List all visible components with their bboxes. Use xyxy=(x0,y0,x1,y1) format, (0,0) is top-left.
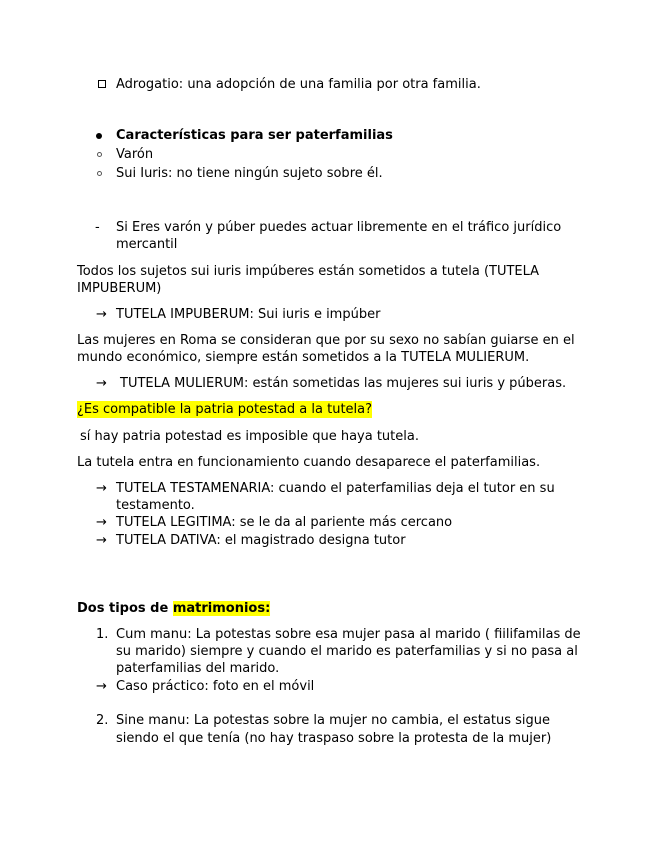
impuberes-para-line1: Todos los sujetos sui iuris impúberes están sometidos a tutela (TUTELA xyxy=(77,264,540,279)
cum-manu-line1: Cum manu: La potestas sobre esa mujer pasa al marido ( fiilifamilas de xyxy=(116,627,581,642)
sub-bullet-icon xyxy=(97,171,102,176)
matrimonios-heading-highlight: matrimonios: xyxy=(172,601,271,616)
arrow-bullet-icon: → xyxy=(96,307,107,322)
checkbox-bullet-icon xyxy=(98,80,106,88)
mujeres-para-line2: mundo económico, siempre están sometidos a la TUTELA MULIERUM. xyxy=(77,350,530,365)
paterfamilias-heading: Características para ser paterfamilias xyxy=(116,128,393,143)
tutela-legitima-item: TUTELA LEGITIMA: se le da al pariente más cercano xyxy=(116,515,453,530)
matrimonios-heading-plain: Dos tipos de xyxy=(77,601,169,616)
cum-manu-line3: paterfamilias del marido. xyxy=(116,661,280,676)
number-marker-2: 2. xyxy=(96,713,109,728)
impuberes-para-line2: IMPUBERUM) xyxy=(77,281,162,296)
sub-bullet-icon xyxy=(97,152,102,157)
arrow-bullet-icon: → xyxy=(96,481,107,496)
tutela-testamenaria-line1: TUTELA TESTAMENARIA: cuando el paterfamilias deja el tutor en su xyxy=(116,481,555,496)
arrow-bullet-icon: → xyxy=(96,376,107,391)
tutela-testamenaria-line2: testamento. xyxy=(116,498,195,513)
list-item-sui-iuris: Sui Iuris: no tiene ningún sujeto sobre él. xyxy=(116,166,383,181)
tutela-dativa-item: TUTELA DATIVA: el magistrado designa tutor xyxy=(116,533,406,548)
bullet-dot-icon xyxy=(96,133,102,139)
adrogatio-text: Adrogatio: una adopción de una familia por otra familia. xyxy=(116,77,481,92)
dash-bullet: - xyxy=(95,220,100,235)
varon-puber-line1: Si Eres varón y púber puedes actuar libremente en el tráfico jurídico xyxy=(116,220,562,235)
arrow-bullet-icon: → xyxy=(96,679,107,694)
question-highlighted: ¿Es compatible la patria potestad a la tutela? xyxy=(77,402,373,417)
tutela-impuberum-item: TUTELA IMPUBERUM: Sui iuris e impúber xyxy=(116,307,381,322)
sine-manu-line1: Sine manu: La potestas sobre la mujer no cambia, el estatus sigue xyxy=(116,713,550,728)
sine-manu-line2: siendo el que tenía (no hay traspaso sobre la protesta de la mujer) xyxy=(116,731,552,746)
tutela-mulierum-item: TUTELA MULIERUM: están sometidas las mujeres sui iuris y púberas. xyxy=(120,376,567,391)
arrow-bullet-icon: → xyxy=(96,533,107,548)
caso-practico-item: Caso práctico: foto en el móvil xyxy=(116,679,315,694)
answer-text: sí hay patria potestad es imposible que haya tutela. xyxy=(80,429,419,444)
arrow-bullet-icon: → xyxy=(96,515,107,530)
tutela-funcionamiento: La tutela entra en funcionamiento cuando desaparece el paterfamilias. xyxy=(77,455,541,470)
matrimonios-heading xyxy=(77,600,270,617)
cum-manu-line2: su marido) siempre y cuando el marido es paterfamilias y si no pasa al xyxy=(116,644,578,659)
list-item-varon: Varón xyxy=(116,147,154,162)
varon-puber-line2: mercantil xyxy=(116,237,178,252)
number-marker-1: 1. xyxy=(96,627,109,642)
mujeres-para-line1: Las mujeres en Roma se consideran que por su sexo no sabían guiarse en el xyxy=(77,333,575,348)
